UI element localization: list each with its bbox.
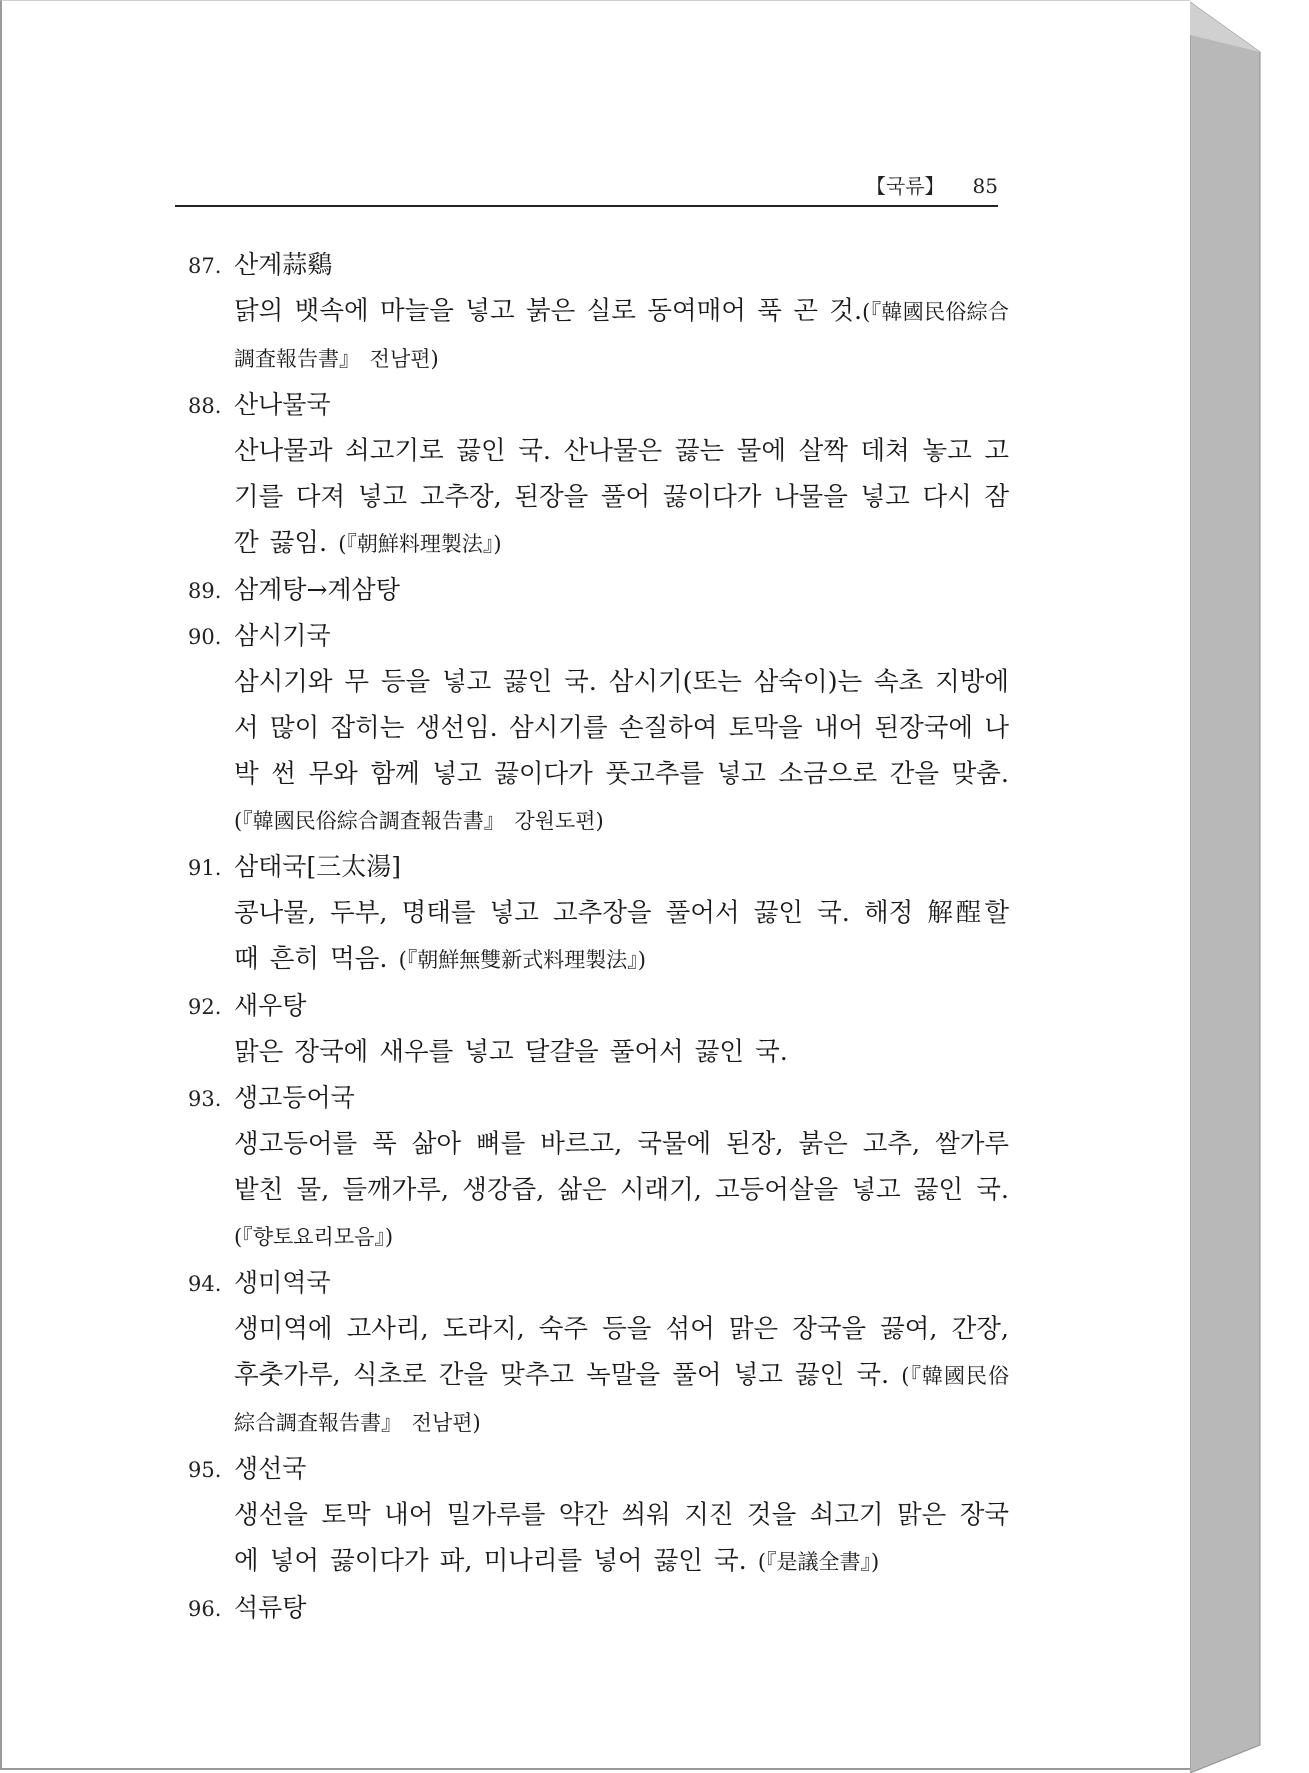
entry-title: 생선국 <box>234 1454 307 1483</box>
entry-number: 88. <box>188 394 222 418</box>
entry-text: 산나물과 쇠고기로 끓인 국. 산나물은 끓는 물에 살짝 데쳐 놓고 고기를 다져 넣고 고추장, 된장을 풀어 끓이다가 나물을 넣고 다시 잠깐 끓임. <box>234 436 1009 558</box>
entry-90 <box>188 613 1018 844</box>
entry-text: 생미역에 고사리, 도라지, 숙주 등을 섞어 맑은 장국을 끓여, 간장, 후춧가루, 식초로 간을 맞추고 녹말을 풀어 넣고 끓인 국. <box>234 1314 1009 1390</box>
entry-title: 삼시기국 <box>234 621 331 650</box>
entry-text: 닭의 뱃속에 마늘을 넣고 붉은 실로 동여매어 푹 곤 것. <box>234 296 863 326</box>
entry-88 <box>188 382 1018 567</box>
entry-94 <box>188 1260 1018 1446</box>
entry-text: 삼시기와 무 등을 넣고 끓인 국. 삼시기(또는 삼숙이)는 속초 지방에서 많이 잡히는 생선임. 삼시기를 손질하여 토막을 내어 된장국에 나박 썬 무와 함께 넣고 끓이다가 풋고추를 넣고 소금으로 간을 맞춤. <box>234 667 1009 789</box>
entry-text: 맑은 장국에 새우를 넣고 달걀을 풀어서 끓인 국. <box>234 1037 788 1067</box>
entry-89 <box>188 567 1018 613</box>
running-header <box>175 170 998 210</box>
entry-number: 90. <box>188 625 222 649</box>
entry-title: 산계蒜鷄 <box>234 250 333 279</box>
entry-source: (『韓國民俗綜合調査報告書』 전남편) <box>234 300 1009 371</box>
entry-text: 생선을 토막 내어 밀가루를 약간 씌워 지진 것을 쇠고기 맑은 장국에 넣어 끓이다가 파, 미나리를 넣어 끓인 국. <box>234 1500 1009 1576</box>
entry-source: (『朝鮮無雙新式料理製法』) <box>398 948 646 972</box>
header-rule <box>175 205 998 207</box>
entry-95 <box>188 1446 1018 1585</box>
entry-title: 산나물국 <box>234 390 331 419</box>
entry-list <box>188 242 1018 1631</box>
entry-title: 삼태국[三太湯] <box>234 852 401 881</box>
entry-title: 석류탕 <box>234 1593 307 1622</box>
entry-source: (『是議全書』) <box>757 1550 880 1574</box>
entry-93 <box>188 1075 1018 1260</box>
entry-number: 91. <box>188 856 222 880</box>
entry-title: 생미역국 <box>234 1268 331 1297</box>
entry-source: (『韓國民俗綜合調査報告書』 전남편) <box>234 1364 1009 1435</box>
entry-96 <box>188 1585 1018 1631</box>
entry-title: 새우탕 <box>234 991 307 1020</box>
entry-text: 콩나물, 두부, 명태를 넣고 고추장을 풀어서 끓인 국. 해정 解酲할 때 흔히 먹음. <box>234 898 1009 974</box>
entry-number: 94. <box>188 1272 222 1296</box>
page-number: 85 <box>972 174 998 198</box>
section-label: 【국류】 <box>865 174 945 198</box>
entry-source: (『朝鮮料理製法』) <box>338 532 502 556</box>
entry-87 <box>188 242 1018 382</box>
entry-number: 96. <box>188 1597 222 1621</box>
entry-number: 89. <box>188 579 222 603</box>
page-stack-edge <box>1190 0 1309 1773</box>
entry-source: (『향토요리모음』) <box>234 1225 394 1249</box>
entry-title: 삼계탕→계삼탕 <box>234 575 400 604</box>
entry-source: (『韓國民俗綜合調査報告書』 강원도편) <box>234 809 604 833</box>
entry-91 <box>188 844 1018 983</box>
entry-number: 95. <box>188 1458 222 1482</box>
entry-number: 92. <box>188 995 222 1019</box>
entry-title: 생고등어국 <box>234 1083 355 1112</box>
entry-number: 87. <box>188 254 222 278</box>
entry-number: 93. <box>188 1087 222 1111</box>
entry-text: 생고등어를 푹 삶아 뼈를 바르고, 국물에 된장, 붉은 고추, 쌀가루 밭친 물, 들깨가루, 생강즙, 삶은 시래기, 고등어살을 넣고 끓인 국. <box>234 1129 1009 1205</box>
entry-92 <box>188 983 1018 1075</box>
